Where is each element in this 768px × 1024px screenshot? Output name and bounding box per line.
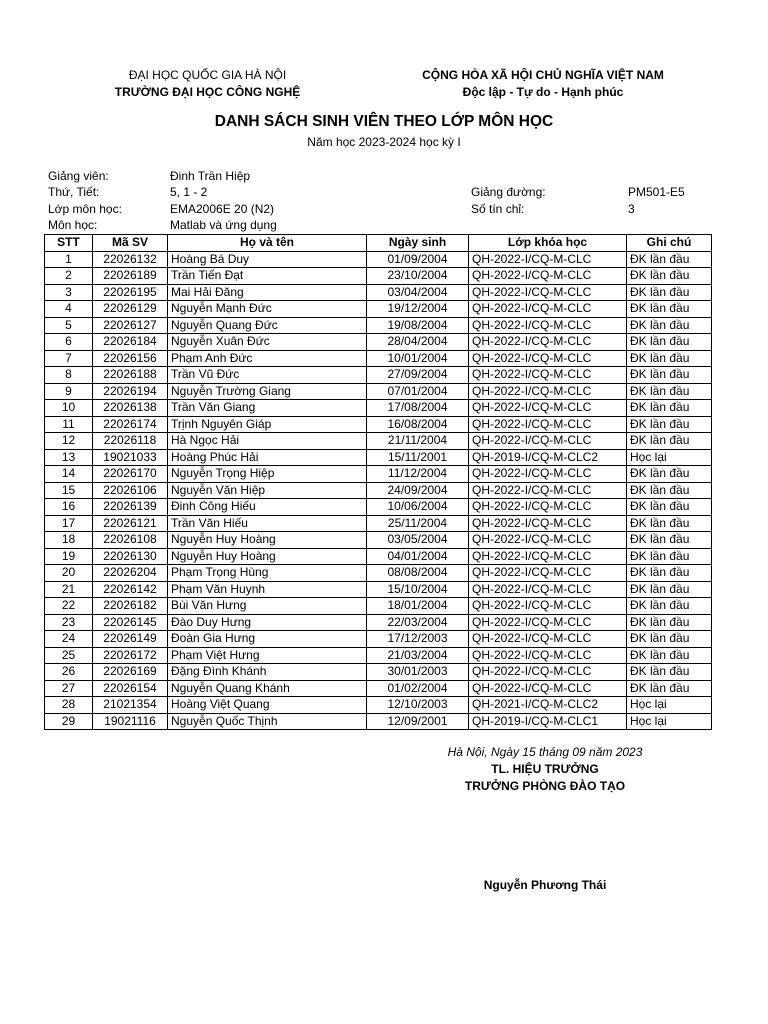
cell-student-id: 22026194 <box>93 383 168 400</box>
cell-cohort-class: QH-2022-I/CQ-M-CLC <box>469 268 627 285</box>
table-row <box>45 565 712 582</box>
cell-full-name: Phạm Anh Đức <box>168 350 367 367</box>
cell-student-id: 19021116 <box>93 713 168 730</box>
table-row <box>45 466 712 483</box>
cell-full-name: Đào Duy Hưng <box>168 614 367 631</box>
cell-student-id: 22026129 <box>93 301 168 318</box>
cell-cohort-class: QH-2022-I/CQ-M-CLC <box>469 334 627 351</box>
cell-stt: 1 <box>45 251 93 268</box>
national-header <box>398 67 688 101</box>
cell-stt: 12 <box>45 433 93 450</box>
cell-student-id: 22026149 <box>93 631 168 648</box>
table-row <box>45 598 712 615</box>
cell-cohort-class: QH-2022-I/CQ-M-CLC <box>469 251 627 268</box>
cell-birth-date: 22/03/2004 <box>367 614 469 631</box>
cell-note: ĐK lần đầu <box>627 499 712 516</box>
cell-note: ĐK lần đầu <box>627 301 712 318</box>
cell-note: Học lại <box>627 713 712 730</box>
cell-student-id: 22026106 <box>93 482 168 499</box>
header-student-id: Mã SV <box>93 235 168 252</box>
cell-student-id: 22026142 <box>93 581 168 598</box>
cell-full-name: Mai Hải Đăng <box>168 284 367 301</box>
cell-full-name: Trịnh Nguyên Giáp <box>168 416 367 433</box>
cell-note: ĐK lần đầu <box>627 383 712 400</box>
lecturer-value: Đinh Trần Hiệp <box>170 169 251 183</box>
cell-full-name: Phạm Trọng Hùng <box>168 565 367 582</box>
cell-cohort-class: QH-2022-I/CQ-M-CLC <box>469 482 627 499</box>
cell-student-id: 22026130 <box>93 548 168 565</box>
cell-birth-date: 01/09/2004 <box>367 251 469 268</box>
cell-note: ĐK lần đầu <box>627 416 712 433</box>
cell-cohort-class: QH-2019-I/CQ-M-CLC2 <box>469 449 627 466</box>
credits-value: 3 <box>628 202 635 216</box>
cell-cohort-class: QH-2022-I/CQ-M-CLC <box>469 499 627 516</box>
cell-birth-date: 03/05/2004 <box>367 532 469 549</box>
cell-full-name: Nguyễn Huy Hoàng <box>168 532 367 549</box>
cell-stt: 9 <box>45 383 93 400</box>
subject-value: Matlab và ứng dụng <box>170 218 277 232</box>
header-full-name: Họ và tên <box>168 235 367 252</box>
cell-full-name: Đinh Công Hiếu <box>168 499 367 516</box>
table-row <box>45 532 712 549</box>
cell-student-id: 21021354 <box>93 697 168 714</box>
cell-full-name: Nguyễn Văn Hiệp <box>168 482 367 499</box>
cell-birth-date: 17/12/2003 <box>367 631 469 648</box>
cell-stt: 15 <box>45 482 93 499</box>
header-cohort-class: Lớp khóa học <box>469 235 627 252</box>
cell-full-name: Trần Tiến Đạt <box>168 268 367 285</box>
cell-stt: 23 <box>45 614 93 631</box>
table-row <box>45 631 712 648</box>
credits-label: Số tín chỉ: <box>471 202 525 216</box>
cell-student-id: 22026139 <box>93 499 168 516</box>
cell-birth-date: 19/08/2004 <box>367 317 469 334</box>
cell-cohort-class: QH-2022-I/CQ-M-CLC <box>469 350 627 367</box>
cell-stt: 20 <box>45 565 93 582</box>
cell-full-name: Phạm Việt Hưng <box>168 647 367 664</box>
cell-student-id: 22026172 <box>93 647 168 664</box>
cell-note: ĐK lần đầu <box>627 664 712 681</box>
table-row <box>45 334 712 351</box>
cell-birth-date: 24/09/2004 <box>367 482 469 499</box>
cell-cohort-class: QH-2022-I/CQ-M-CLC <box>469 400 627 417</box>
schedule-label: Thứ, Tiết: <box>48 185 100 199</box>
cell-stt: 4 <box>45 301 93 318</box>
cell-full-name: Hà Ngọc Hải <box>168 433 367 450</box>
cell-birth-date: 30/01/2003 <box>367 664 469 681</box>
cell-full-name: Trần Văn Hiếu <box>168 515 367 532</box>
cell-stt: 8 <box>45 367 93 384</box>
cell-full-name: Nguyễn Quang Đức <box>168 317 367 334</box>
cell-birth-date: 27/09/2004 <box>367 367 469 384</box>
cell-birth-date: 21/03/2004 <box>367 647 469 664</box>
school-name: TRƯỜNG ĐẠI HỌC CÔNG NGHỆ <box>114 85 301 99</box>
cell-full-name: Nguyễn Huy Hoàng <box>168 548 367 565</box>
cell-stt: 24 <box>45 631 93 648</box>
cell-full-name: Hoàng Việt Quang <box>168 697 367 714</box>
cell-full-name: Bùi Văn Hưng <box>168 598 367 615</box>
cell-stt: 10 <box>45 400 93 417</box>
cell-full-name: Nguyễn Quốc Thịnh <box>168 713 367 730</box>
cell-student-id: 19021033 <box>93 449 168 466</box>
university-header <box>70 67 345 101</box>
cell-full-name: Trần Vũ Đức <box>168 367 367 384</box>
schedule-value: 5, 1 - 2 <box>170 185 208 199</box>
cell-birth-date: 12/10/2003 <box>367 697 469 714</box>
cell-note: ĐK lần đầu <box>627 466 712 483</box>
table-body <box>45 251 712 730</box>
cell-student-id: 22026189 <box>93 268 168 285</box>
class-value: EMA2006E 20 (N2) <box>170 202 275 216</box>
cell-student-id: 22026182 <box>93 598 168 615</box>
cell-student-id: 22026184 <box>93 334 168 351</box>
cell-note: ĐK lần đầu <box>627 400 712 417</box>
cell-full-name: Nguyễn Quang Khánh <box>168 680 367 697</box>
cell-note: ĐK lần đầu <box>627 482 712 499</box>
cell-cohort-class: QH-2022-I/CQ-M-CLC <box>469 433 627 450</box>
document-title: DANH SÁCH SINH VIÊN THEO LỚP MÔN HỌC <box>214 113 554 130</box>
cell-student-id: 22026108 <box>93 532 168 549</box>
cell-note: ĐK lần đầu <box>627 251 712 268</box>
cell-stt: 19 <box>45 548 93 565</box>
cell-student-id: 22026204 <box>93 565 168 582</box>
cell-note: ĐK lần đầu <box>627 548 712 565</box>
table-row <box>45 268 712 285</box>
cell-full-name: Trần Văn Giang <box>168 400 367 417</box>
cell-cohort-class: QH-2022-I/CQ-M-CLC <box>469 614 627 631</box>
cell-full-name: Nguyễn Trường Giang <box>168 383 367 400</box>
university-name: ĐẠI HỌC QUỐC GIA HÀ NỘI <box>128 68 287 82</box>
cell-birth-date: 08/08/2004 <box>367 565 469 582</box>
cell-student-id: 22026121 <box>93 515 168 532</box>
table-row <box>45 664 712 681</box>
cell-birth-date: 15/11/2001 <box>367 449 469 466</box>
cell-cohort-class: QH-2022-I/CQ-M-CLC <box>469 631 627 648</box>
cell-student-id: 22026127 <box>93 317 168 334</box>
cell-cohort-class: QH-2022-I/CQ-M-CLC <box>469 466 627 483</box>
cell-cohort-class: QH-2022-I/CQ-M-CLC <box>469 416 627 433</box>
cell-birth-date: 19/12/2004 <box>367 301 469 318</box>
table-row <box>45 284 712 301</box>
cell-birth-date: 18/01/2004 <box>367 598 469 615</box>
cell-birth-date: 01/02/2004 <box>367 680 469 697</box>
cell-note: ĐK lần đầu <box>627 268 712 285</box>
cell-stt: 16 <box>45 499 93 516</box>
room-label: Giảng đường: <box>471 185 546 199</box>
cell-student-id: 22026154 <box>93 680 168 697</box>
cell-student-id: 22026188 <box>93 367 168 384</box>
cell-student-id: 22026169 <box>93 664 168 681</box>
cell-student-id: 22026145 <box>93 614 168 631</box>
class-label: Lớp môn học: <box>48 202 122 216</box>
cell-birth-date: 07/01/2004 <box>367 383 469 400</box>
cell-note: ĐK lần đầu <box>627 680 712 697</box>
cell-student-id: 22026170 <box>93 466 168 483</box>
cell-note: ĐK lần đầu <box>627 433 712 450</box>
country-name: CỘNG HÒA XÃ HỘI CHỦ NGHĨA VIỆT NAM <box>422 68 664 82</box>
cell-stt: 2 <box>45 268 93 285</box>
cell-note: ĐK lần đầu <box>627 284 712 301</box>
cell-stt: 28 <box>45 697 93 714</box>
cell-stt: 21 <box>45 581 93 598</box>
document-subtitle: Năm học 2023-2024 học kỳ I <box>307 135 461 149</box>
cell-cohort-class: QH-2022-I/CQ-M-CLC <box>469 664 627 681</box>
cell-cohort-class: QH-2022-I/CQ-M-CLC <box>469 367 627 384</box>
table-row <box>45 499 712 516</box>
cell-birth-date: 11/12/2004 <box>367 466 469 483</box>
cell-cohort-class: QH-2022-I/CQ-M-CLC <box>469 515 627 532</box>
cell-cohort-class: QH-2022-I/CQ-M-CLC <box>469 383 627 400</box>
table-row <box>45 383 712 400</box>
table-row <box>45 581 712 598</box>
cell-note: Học lại <box>627 449 712 466</box>
signature-on-behalf: TL. HIỆU TRƯỞNG <box>491 762 599 776</box>
cell-student-id: 22026138 <box>93 400 168 417</box>
cell-full-name: Nguyễn Trọng Hiệp <box>168 466 367 483</box>
cell-note: ĐK lần đầu <box>627 367 712 384</box>
cell-full-name: Đặng Đình Khánh <box>168 664 367 681</box>
table-row <box>45 482 712 499</box>
cell-birth-date: 04/01/2004 <box>367 548 469 565</box>
cell-cohort-class: QH-2019-I/CQ-M-CLC1 <box>469 713 627 730</box>
cell-full-name: Đoàn Gia Hưng <box>168 631 367 648</box>
cell-full-name: Nguyễn Mạnh Đức <box>168 301 367 318</box>
room-value: PM501-E5 <box>628 185 685 199</box>
cell-cohort-class: QH-2022-I/CQ-M-CLC <box>469 532 627 549</box>
cell-full-name: Hoàng Bá Duy <box>168 251 367 268</box>
cell-cohort-class: QH-2022-I/CQ-M-CLC <box>469 548 627 565</box>
cell-birth-date: 17/08/2004 <box>367 400 469 417</box>
header-birth-date: Ngày sinh <box>367 235 469 252</box>
signature-position: TRƯỞNG PHÒNG ĐÀO TẠO <box>464 779 626 793</box>
cell-birth-date: 10/06/2004 <box>367 499 469 516</box>
cell-note: ĐK lần đầu <box>627 350 712 367</box>
cell-student-id: 22026132 <box>93 251 168 268</box>
cell-stt: 11 <box>45 416 93 433</box>
cell-note: ĐK lần đầu <box>627 532 712 549</box>
cell-birth-date: 03/04/2004 <box>367 284 469 301</box>
cell-student-id: 22026174 <box>93 416 168 433</box>
table-row <box>45 647 712 664</box>
cell-stt: 26 <box>45 664 93 681</box>
table-row <box>45 614 712 631</box>
cell-birth-date: 23/10/2004 <box>367 268 469 285</box>
table-header-row <box>45 235 712 252</box>
cell-note: ĐK lần đầu <box>627 515 712 532</box>
cell-stt: 18 <box>45 532 93 549</box>
cell-birth-date: 12/09/2001 <box>367 713 469 730</box>
cell-student-id: 22026118 <box>93 433 168 450</box>
table-row <box>45 317 712 334</box>
table-row <box>45 515 712 532</box>
cell-cohort-class: QH-2022-I/CQ-M-CLC <box>469 301 627 318</box>
cell-cohort-class: QH-2021-I/CQ-M-CLC2 <box>469 697 627 714</box>
cell-stt: 5 <box>45 317 93 334</box>
cell-stt: 25 <box>45 647 93 664</box>
table-row <box>45 697 712 714</box>
cell-full-name: Phạm Văn Huynh <box>168 581 367 598</box>
table-row <box>45 449 712 466</box>
cell-full-name: Nguyễn Xuân Đức <box>168 334 367 351</box>
cell-note: Học lại <box>627 697 712 714</box>
cell-cohort-class: QH-2022-I/CQ-M-CLC <box>469 598 627 615</box>
student-roster-table <box>44 234 712 730</box>
cell-note: ĐK lần đầu <box>627 334 712 351</box>
table-row <box>45 367 712 384</box>
table-row <box>45 548 712 565</box>
cell-note: ĐK lần đầu <box>627 631 712 648</box>
lecturer-label: Giảng viên: <box>48 169 109 183</box>
cell-birth-date: 21/11/2004 <box>367 433 469 450</box>
cell-birth-date: 15/10/2004 <box>367 581 469 598</box>
issue-date: Hà Nội, Ngày 15 tháng 09 năm 2023 <box>447 745 643 759</box>
table-row <box>45 416 712 433</box>
cell-stt: 6 <box>45 334 93 351</box>
cell-student-id: 22026195 <box>93 284 168 301</box>
cell-note: ĐK lần đầu <box>627 647 712 664</box>
cell-birth-date: 10/01/2004 <box>367 350 469 367</box>
cell-stt: 7 <box>45 350 93 367</box>
header-note: Ghi chú <box>627 235 712 252</box>
table-row <box>45 301 712 318</box>
cell-birth-date: 28/04/2004 <box>367 334 469 351</box>
cell-cohort-class: QH-2022-I/CQ-M-CLC <box>469 581 627 598</box>
cell-cohort-class: QH-2022-I/CQ-M-CLC <box>469 647 627 664</box>
cell-birth-date: 25/11/2004 <box>367 515 469 532</box>
cell-note: ĐK lần đầu <box>627 614 712 631</box>
national-motto: Độc lập - Tự do - Hạnh phúc <box>462 85 624 99</box>
signer-name: Nguyễn Phương Thái <box>483 878 607 892</box>
cell-stt: 22 <box>45 598 93 615</box>
table-row <box>45 713 712 730</box>
table-row <box>45 433 712 450</box>
cell-stt: 14 <box>45 466 93 483</box>
cell-note: ĐK lần đầu <box>627 565 712 582</box>
cell-full-name: Hoàng Phúc Hải <box>168 449 367 466</box>
cell-birth-date: 16/08/2004 <box>367 416 469 433</box>
cell-stt: 13 <box>45 449 93 466</box>
table-row <box>45 251 712 268</box>
cell-cohort-class: QH-2022-I/CQ-M-CLC <box>469 565 627 582</box>
cell-stt: 17 <box>45 515 93 532</box>
table-row <box>45 400 712 417</box>
subject-label: Môn học: <box>48 218 98 232</box>
cell-stt: 27 <box>45 680 93 697</box>
cell-note: ĐK lần đầu <box>627 581 712 598</box>
header-stt: STT <box>45 235 93 252</box>
cell-student-id: 22026156 <box>93 350 168 367</box>
cell-stt: 29 <box>45 713 93 730</box>
cell-stt: 3 <box>45 284 93 301</box>
cell-cohort-class: QH-2022-I/CQ-M-CLC <box>469 317 627 334</box>
cell-note: ĐK lần đầu <box>627 317 712 334</box>
table-row <box>45 680 712 697</box>
table-row <box>45 350 712 367</box>
cell-cohort-class: QH-2022-I/CQ-M-CLC <box>469 680 627 697</box>
cell-note: ĐK lần đầu <box>627 598 712 615</box>
cell-cohort-class: QH-2022-I/CQ-M-CLC <box>469 284 627 301</box>
